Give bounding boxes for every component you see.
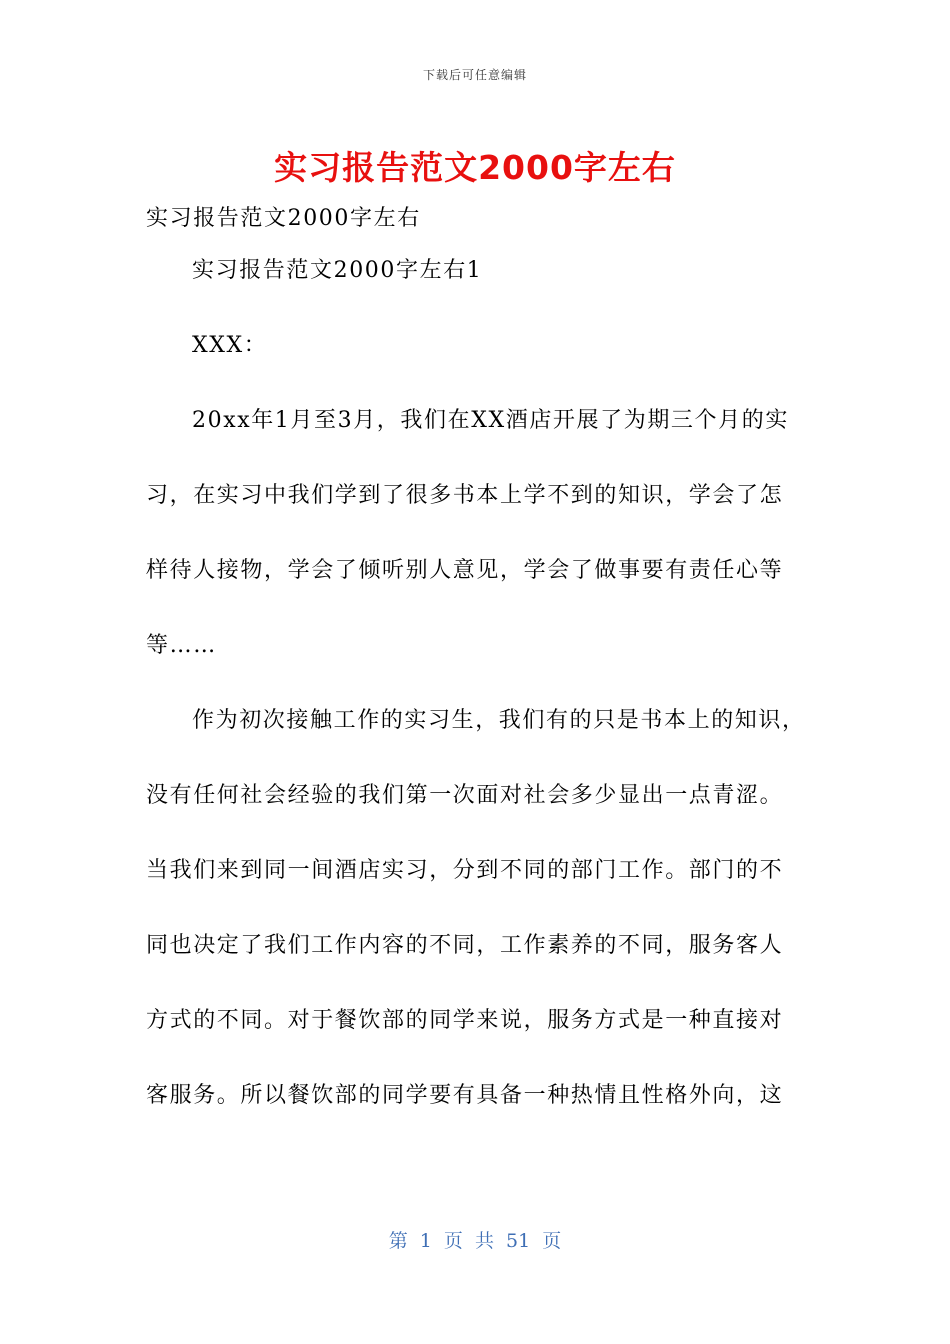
paragraph-line: 样待人接物，学会了倾听别人意见，学会了做事要有责任心等 (146, 558, 784, 583)
section-heading: 实习报告范文2000字左右1 (192, 258, 483, 283)
subtitle-line: 实习报告范文2000字左右 (146, 206, 421, 231)
paragraph-line: 20xx年1月至3月，我们在XX酒店开展了为期三个月的实 (192, 408, 789, 433)
page-number-footer: 第 1 页 共 51 页 (388, 1230, 562, 1252)
paragraph-line: 等…… (146, 633, 217, 658)
paragraph-line: 当我们来到同一间酒店实习，分到不同的部门工作。部门的不 (146, 858, 784, 883)
paragraph-line: 客服务。所以餐饮部的同学要有具备一种热情且性格外向，这 (146, 1083, 784, 1108)
paragraph-line: 同也决定了我们工作内容的不同，工作素养的不同，服务客人 (146, 933, 784, 958)
paragraph-line: 没有任何社会经验的我们第一次面对社会多少显出一点青涩。 (146, 783, 784, 808)
header-note: 下载后可任意编辑 (422, 68, 527, 82)
salutation: XXX： (192, 333, 268, 358)
paragraph-line: 习，在实习中我们学到了很多书本上学不到的知识，学会了怎 (146, 483, 784, 508)
document-body (146, 194, 806, 1146)
document-title: 实习报告范文2000字左右 (274, 148, 676, 187)
paragraph-line: 作为初次接触工作的实习生，我们有的只是书本上的知识， (192, 708, 806, 733)
paragraph-line: 方式的不同。对于餐饮部的同学来说，服务方式是一种直接对 (146, 1008, 784, 1033)
